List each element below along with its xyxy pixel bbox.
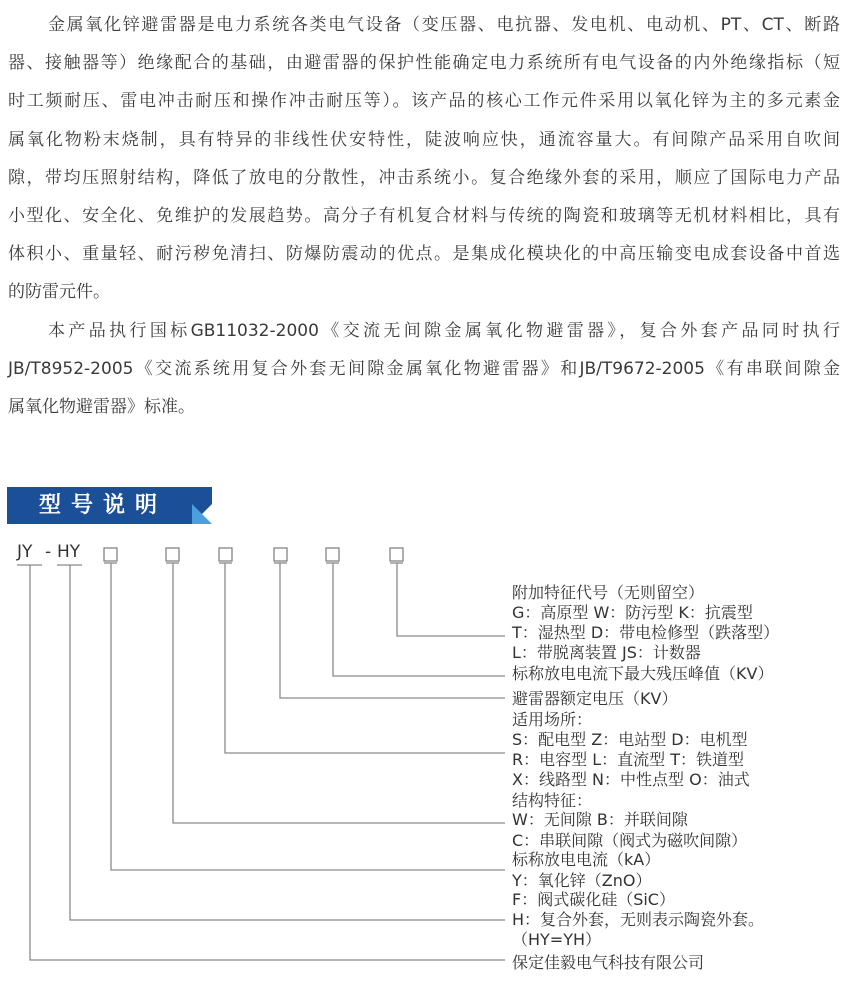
placeholder-box: [166, 548, 179, 561]
placeholder-box: [219, 548, 232, 561]
placeholder-box: [104, 548, 117, 561]
legend-line: G：高原型 W：防污型 K：抗震型: [512, 603, 753, 622]
legend-line: 标称放电电流（kA）: [512, 850, 661, 869]
legend-line: S：配电型 Z：电站型 D：电机型: [512, 730, 748, 749]
legend-line: 避雷器额定电压（KV）: [512, 689, 678, 708]
connector-structure: [173, 563, 505, 823]
paragraph-line: 属氧化物避雷器》标准。: [8, 397, 195, 417]
legend-line: T：湿热型 D：带电检修型（跌落型）: [512, 623, 780, 642]
paragraph-line: 的防雷元件。: [8, 282, 110, 302]
legend-line: Y：氧化锌（ZnO）: [512, 871, 652, 890]
paragraph-line: 体积小、重量轻、耐污秽免清扫、防爆防震动的优点。是集成化模块化的中高压输变电成套设备中首选: [8, 244, 840, 264]
legend-line: R：电容型 L：直流型 T：铁道型: [512, 750, 744, 769]
paragraph-line: 时工频耐压、雷电冲击耐压和操作冲击耐压等）。该产品的核心工作元件采用以氧化锌为主的多元素金: [8, 91, 840, 111]
paragraph-line: 属氧化物粉末烧制，具有特异的非线性伏安特性，陡波响应快，通流容量大。有间隙产品采用自吹间: [8, 130, 840, 150]
connector-rated-voltage: [280, 563, 505, 698]
legend-line: 结构特征：: [512, 791, 593, 810]
legend-line: X：线路型 N：中性点型 O：油式: [512, 770, 750, 789]
legend-line: F：阀式碳化硅（SiC）: [512, 890, 675, 909]
code-suffix: HY: [57, 542, 81, 562]
legend-line: 附加特征代号（无则留空）: [512, 583, 705, 602]
paragraph-line: 本产品执行国标GB11032-2000《交流无间隙金属氧化物避雷器》，复合外套产品同时执行: [48, 321, 840, 341]
connector-discharge-current: [111, 563, 505, 870]
code-prefix: JY: [17, 542, 33, 562]
legend-line: 保定佳毅电气科技有限公司: [512, 953, 705, 972]
legend-line: 标称放电电流下最大残压峰值（KV）: [512, 664, 774, 683]
connector-application: [225, 563, 505, 753]
connector-residual-voltage: [333, 563, 505, 676]
placeholder-box: [274, 548, 287, 561]
placeholder-box: [390, 548, 403, 561]
placeholder-box: [326, 548, 339, 561]
paragraph-line: JB/T8952-2005《交流系统用复合外套无间隙金属氧化物避雷器》和JB/T9672-2005《有串联间隙金: [8, 359, 840, 379]
connector-company: [30, 565, 505, 960]
legend-line: C：串联间隙（阀式为磁吹间隙）: [512, 831, 748, 850]
connector-additional: [397, 563, 505, 636]
paragraph-line: 小型化、安全化、免维护的发展趋势。高分子有机复合材料与传统的陶瓷和玻璃等无机材料相比，具有: [8, 206, 840, 226]
legend-line: 适用场所：: [512, 710, 593, 729]
paragraph-line: 隙，带均压照射结构，降低了放电的分散性，冲击系统小。复合绝缘外套的采用，顺应了国际电力产品: [8, 168, 840, 188]
legend-line: H：复合外套，无则表示陶瓷外套。: [512, 910, 765, 929]
legend-line: L：带脱离装置 JS：计数器: [512, 643, 701, 662]
connector-material: [70, 565, 505, 920]
paragraph-line: 器、接触器等）绝缘配合的基础，由避雷器的保护性能确定电力系统所有电气设备的内外绝缘指标（短: [8, 53, 840, 73]
section-title: 型号说明: [39, 493, 168, 518]
legend-line: W：无间隙 B：并联间隙: [512, 810, 688, 829]
paragraph-line: 金属氧化锌避雷器是电力系统各类电气设备（变压器、电抗器、发电机、电动机、PT、CT、断路: [48, 15, 840, 35]
legend-line: （HY=YH）: [512, 930, 602, 949]
code-dash: -: [45, 542, 52, 562]
